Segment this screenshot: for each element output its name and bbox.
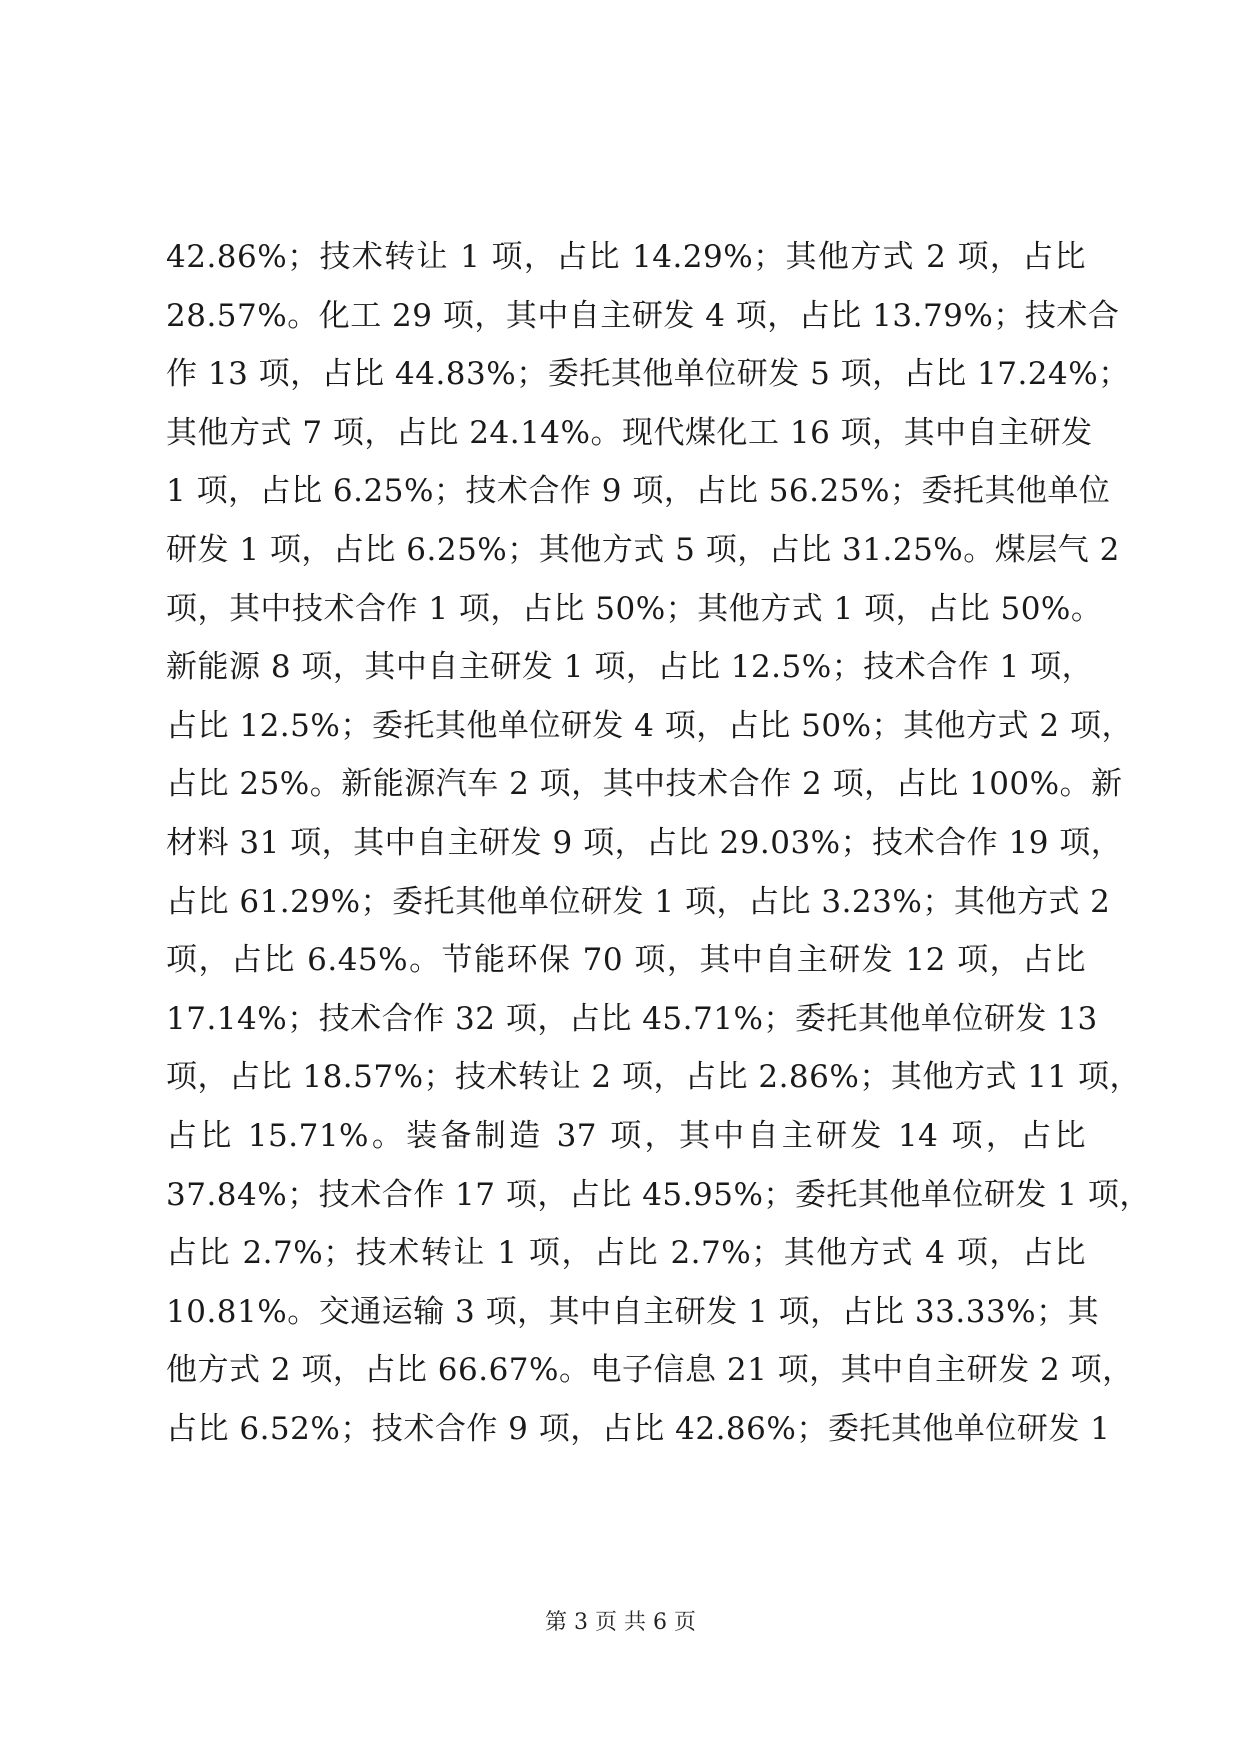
text-line: 项，其中技术合作 1 项，占比 50%；其他方式 1 项，占比 50%。 — [166, 590, 1103, 627]
text-line: 1 项，占比 6.25%；技术合作 9 项，占比 56.25%；委托其他单位 — [166, 473, 1111, 510]
text-line: 材料 31 项，其中自主研发 9 项，占比 29.03%；技术合作 19 项， — [166, 824, 1123, 861]
text-line: 28.57%。化工 29 项，其中自主研发 4 项，占比 13.79%；技术合 — [166, 297, 1120, 334]
body-paragraph — [166, 228, 1151, 1458]
text-line: 占比 61.29%；委托其他单位研发 1 项，占比 3.23%；其他方式 2 — [166, 883, 1111, 920]
text-line: 新能源 8 项，其中自主研发 1 项，占比 12.5%；技术合作 1 项， — [166, 649, 1094, 686]
text-line: 10.81%。交通运输 3 项，其中自主研发 1 项，占比 33.33%；其 — [166, 1293, 1100, 1330]
text-line: 42.86%；技术转让 1 项，占比 14.29%；其他方式 2 项，占比 — [166, 239, 1086, 275]
text-line: 研发 1 项，占比 6.25%；其他方式 5 项，占比 31.25%。煤层气 2 — [166, 531, 1120, 568]
text-line: 其他方式 7 项，占比 24.14%。现代煤化工 16 项，其中自主研发 — [166, 414, 1093, 451]
text-line: 项，占比 18.57%；技术转让 2 项，占比 2.86%；其他方式 11 项， — [166, 1059, 1141, 1096]
text-line: 占比 2.7%；技术转让 1 项，占比 2.7%；其他方式 4 项，占比 — [166, 1235, 1086, 1272]
text-line: 占比 15.71%。装备制造 37 项，其中自主研发 14 项，占比 — [166, 1117, 1086, 1154]
text-line: 占比 25%。新能源汽车 2 项，其中技术合作 2 项，占比 100%。新 — [166, 766, 1123, 803]
text-line: 他方式 2 项，占比 66.67%。电子信息 21 项，其中自主研发 2 项， — [166, 1352, 1134, 1389]
text-line: 占比 12.5%；委托其他单位研发 4 项，占比 50%；其他方式 2 项， — [166, 707, 1133, 744]
text-line: 作 13 项，占比 44.83%；委托其他单位研发 5 项，占比 17.24%； — [166, 356, 1130, 393]
page-number-footer: 第 3 页 共 6 页 — [545, 1610, 696, 1635]
text-line: 37.84%；技术合作 17 项，占比 45.95%；委托其他单位研发 1 项， — [166, 1176, 1151, 1213]
text-line: 项，占比 6.45%。节能环保 70 项，其中自主研发 12 项，占比 — [166, 942, 1086, 979]
text-line: 17.14%；技术合作 32 项，占比 45.71%；委托其他单位研发 13 — [166, 1000, 1098, 1037]
text-line: 占比 6.52%；技术合作 9 项，占比 42.86%；委托其他单位研发 1 — [166, 1410, 1111, 1447]
